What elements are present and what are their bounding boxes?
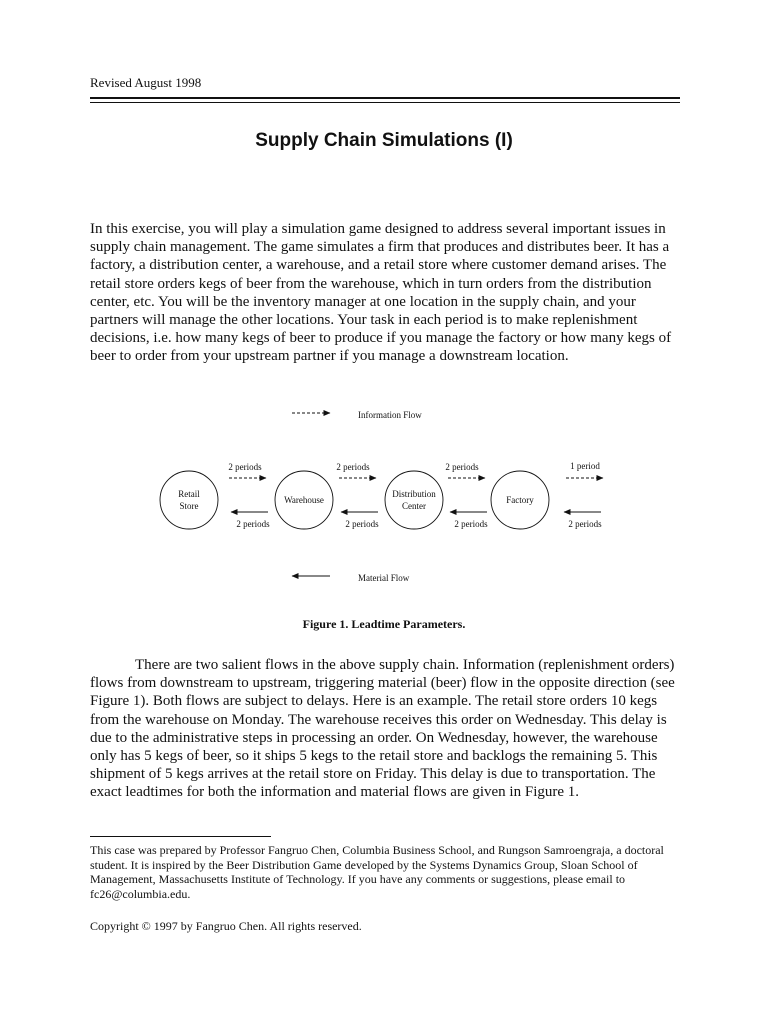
info-delay-label: 2 periods xyxy=(445,462,479,472)
figure-caption: Figure 1. Leadtime Parameters. xyxy=(302,617,466,631)
footnote-rule xyxy=(90,836,271,837)
node-retail-store-label-2: Store xyxy=(179,501,199,511)
body-paragraph: There are two salient flows in the above supply chain. Information (replenishment orders) flows from downstream to upstream, triggering material (beer) flow in the opposite direction (see Figure 1). Both flows are subject to delays. Here is an example. The retail store orders 10 kegs from the warehouse on Monday. The warehouse receives this order on Wednesday. This delay is due to the administrative steps in processing an order. On Wednesday, however, the warehouse only has 5 kegs of beer, so it ships 5 kegs to the retail store and backlogs the remaining 5. This shipment of 5 kegs arrives at the retail store on Friday. This delay is due to transportation. The exact leadtimes for both the information and material flows are given in Figure 1. xyxy=(90,657,675,801)
leadtime-figure xyxy=(0,395,768,615)
info-delay-label: 2 periods xyxy=(228,462,262,472)
revision-date: Revised August 1998 xyxy=(90,75,202,90)
material-delay-label: 2 periods xyxy=(236,519,270,529)
material-delay-label: 2 periods xyxy=(568,519,602,529)
supply-chain-diagram xyxy=(0,395,768,610)
footnote: This case was prepared by Professor Fangruo Chen, Columbia Business School, and Rungson Samroengraja, a doctoral student. It is inspired by the Beer Distribution Game developed by the Systems Dynamics Group, Sloan School of Management, Massachusetts Institute of Technology. If you have any comments or suggestions, please email to fc26@columbia.edu. xyxy=(90,843,664,901)
legend-info-label: Information Flow xyxy=(358,410,422,420)
document-title: Supply Chain Simulations (I) xyxy=(255,130,513,151)
legend-material-label: Material Flow xyxy=(358,573,410,583)
node-factory-label: Factory xyxy=(506,495,534,505)
node-warehouse-label: Warehouse xyxy=(284,495,324,505)
node-retail-store-label-1: Retail xyxy=(178,489,200,499)
material-delay-label: 2 periods xyxy=(345,519,379,529)
node-retail-store xyxy=(160,471,218,529)
node-distribution-center xyxy=(385,471,443,529)
header-rule-thin xyxy=(90,102,680,103)
copyright-notice: Copyright © 1997 by Fangruo Chen. All rights reserved. xyxy=(90,919,362,933)
header-rule-thick xyxy=(90,97,680,99)
node-distribution-center-label-2: Center xyxy=(402,501,426,511)
intro-paragraph: In this exercise, you will play a simulation game designed to address several important issues in supply chain management. The game simulates a firm that produces and distributes beer. It has a factory, a distribution center, a warehouse, and a retail store where customer demand arises. The retail store orders kegs of beer from the warehouse, which in turn orders from the distribution center, etc. You will be the inventory manager at one location in the supply chain, and your partners will manage the other locations. Your task in each period is to make replenishment decisions, i.e. how many kegs of beer to produce if you manage the factory or how many kegs of beer to order from your upstream partner if you manage a downstream location. xyxy=(90,221,672,365)
info-delay-label: 1 period xyxy=(570,461,600,471)
material-delay-label: 2 periods xyxy=(454,519,488,529)
info-delay-label: 2 periods xyxy=(336,462,370,472)
node-distribution-center-label-1: Distribution xyxy=(392,489,436,499)
